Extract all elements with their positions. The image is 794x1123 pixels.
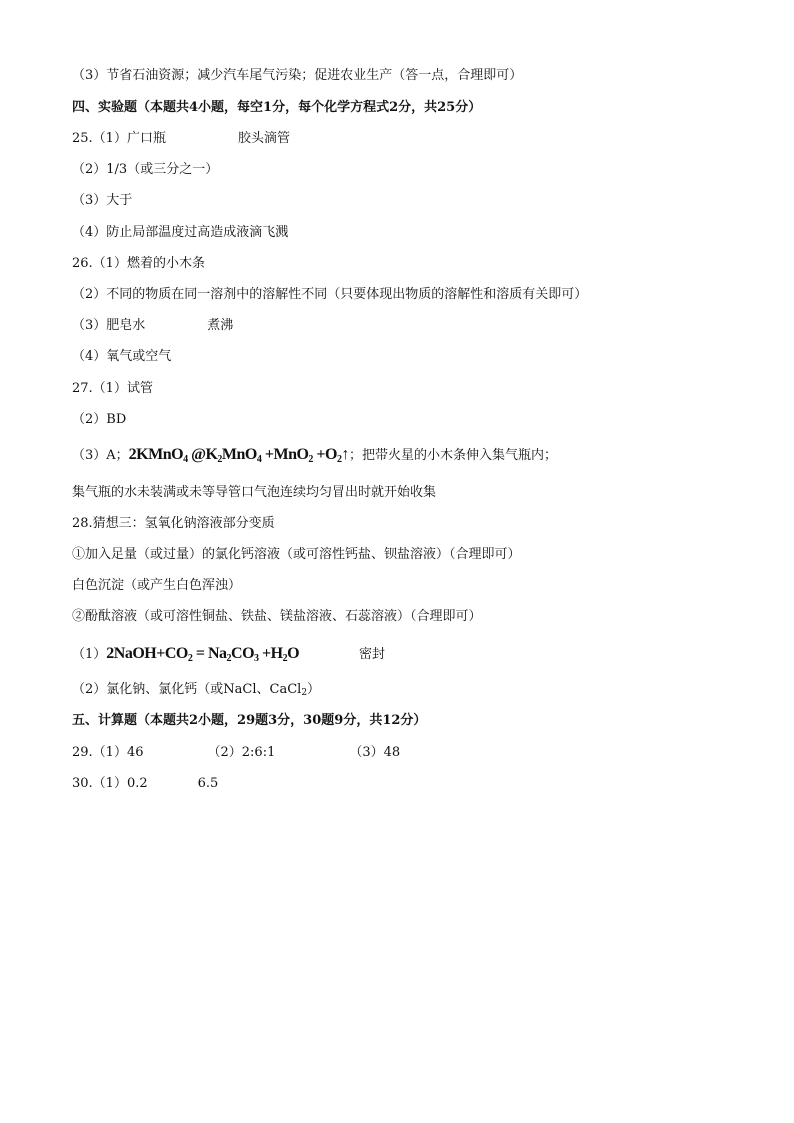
answer-text: 白色沉淀（或产生白色浑浊）	[72, 578, 242, 593]
section-title: 五、计算题（本题共2小题，29题3分，30题9分，共12分）	[72, 713, 427, 728]
answer-28-2	[72, 681, 320, 699]
answer-28-observation	[72, 577, 241, 595]
section-heading-5	[72, 712, 426, 730]
answer-text: ；把带火星的小木条伸入集气瓶内；	[348, 448, 557, 463]
chemical-equation-naoh: $2NaOH+CO_2 = Na_2CO_3 +H_2O$	[106, 645, 300, 664]
answer-text: （4）氧气或空气	[72, 349, 172, 364]
answer-text: （2）不同的物质在同一溶剂中的溶解性不同（只要体现出物质的溶解性和溶质有关即可）	[72, 287, 588, 302]
answer-text: 27.（1）试管	[72, 381, 153, 396]
answer-25-4	[72, 224, 288, 242]
answer-text: 6.5	[197, 776, 219, 791]
answer-text: （2）1/3（或三分之一）	[72, 162, 219, 177]
answer-text: （1）	[72, 647, 107, 662]
answer-26-2	[72, 286, 587, 304]
answer-text: ）	[307, 682, 321, 697]
answer-text: ②酚酞溶液（或可溶性铜盐、铁盐、镁盐溶液、石蕊溶液）（合理即可）	[72, 609, 482, 624]
chemical-equation-kmno4: 2KMnO$_4$ $@K_2MnO_4 +MnO_2$ $+O_2↑$	[128, 446, 349, 465]
subscript: 2	[301, 688, 308, 698]
answer-26-1	[72, 255, 205, 273]
answer-text: （2）2:6:1	[207, 745, 276, 760]
answer-28-step-1	[72, 546, 521, 564]
answer-27-1	[72, 380, 153, 398]
up-arrow-icon: ↑	[341, 446, 349, 463]
answer-24-3	[72, 67, 522, 85]
answer-28-step-2	[72, 608, 482, 626]
answer-29	[72, 744, 400, 762]
answer-26-4	[72, 348, 171, 366]
answer-text: 26.（1）燃着的小木条	[72, 256, 205, 271]
answer-text: （3）大于	[72, 193, 133, 208]
answer-text: 密封	[359, 647, 386, 662]
answer-text: （3）A；	[72, 448, 129, 463]
answer-text: （2）BD	[72, 412, 127, 427]
answer-text: 煮沸	[207, 318, 234, 333]
answer-text: ①加入足量（或过量）的氯化钙溶液（或可溶性钙盐、钡盐溶液）（合理即可）	[72, 547, 521, 562]
section-heading-4	[72, 99, 481, 117]
answer-25-1	[72, 130, 290, 148]
answer-text: 25.（1）广口瓶	[72, 131, 166, 146]
answer-25-2	[72, 161, 218, 179]
answer-28-guess	[72, 515, 275, 533]
answer-28-1	[72, 645, 385, 664]
answer-text: 29.（1）46	[72, 745, 144, 760]
answer-30	[72, 775, 218, 793]
answer-text: 28.猜想三：氢氧化钠溶液部分变质	[72, 516, 275, 531]
answer-26-3	[72, 317, 233, 335]
answer-text: 胶头滴管	[237, 131, 290, 146]
answer-text: （2）氯化钠、氯化钙（或NaCl、CaCl	[72, 682, 302, 697]
answer-text: （3）48	[349, 745, 401, 760]
answer-27-2	[72, 411, 126, 429]
answer-text: （3）肥皂水	[72, 318, 146, 333]
answer-27-3	[72, 446, 557, 465]
answer-25-3	[72, 192, 132, 210]
answer-27-3-continued	[72, 484, 436, 502]
answer-text: 30.（1）0.2	[72, 776, 148, 791]
answer-text: （3）节省石油资源；减少汽车尾气污染；促进农业生产（答一点，合理即可）	[72, 68, 523, 83]
answer-text: 集气瓶的水未装满或未等导管口气泡连续均匀冒出时就开始收集	[72, 485, 437, 500]
answer-text: （4）防止局部温度过高造成液滴飞溅	[72, 225, 289, 240]
section-title: 四、实验题（本题共4小题，每空1分，每个化学方程式2分，共25分）	[72, 100, 482, 115]
